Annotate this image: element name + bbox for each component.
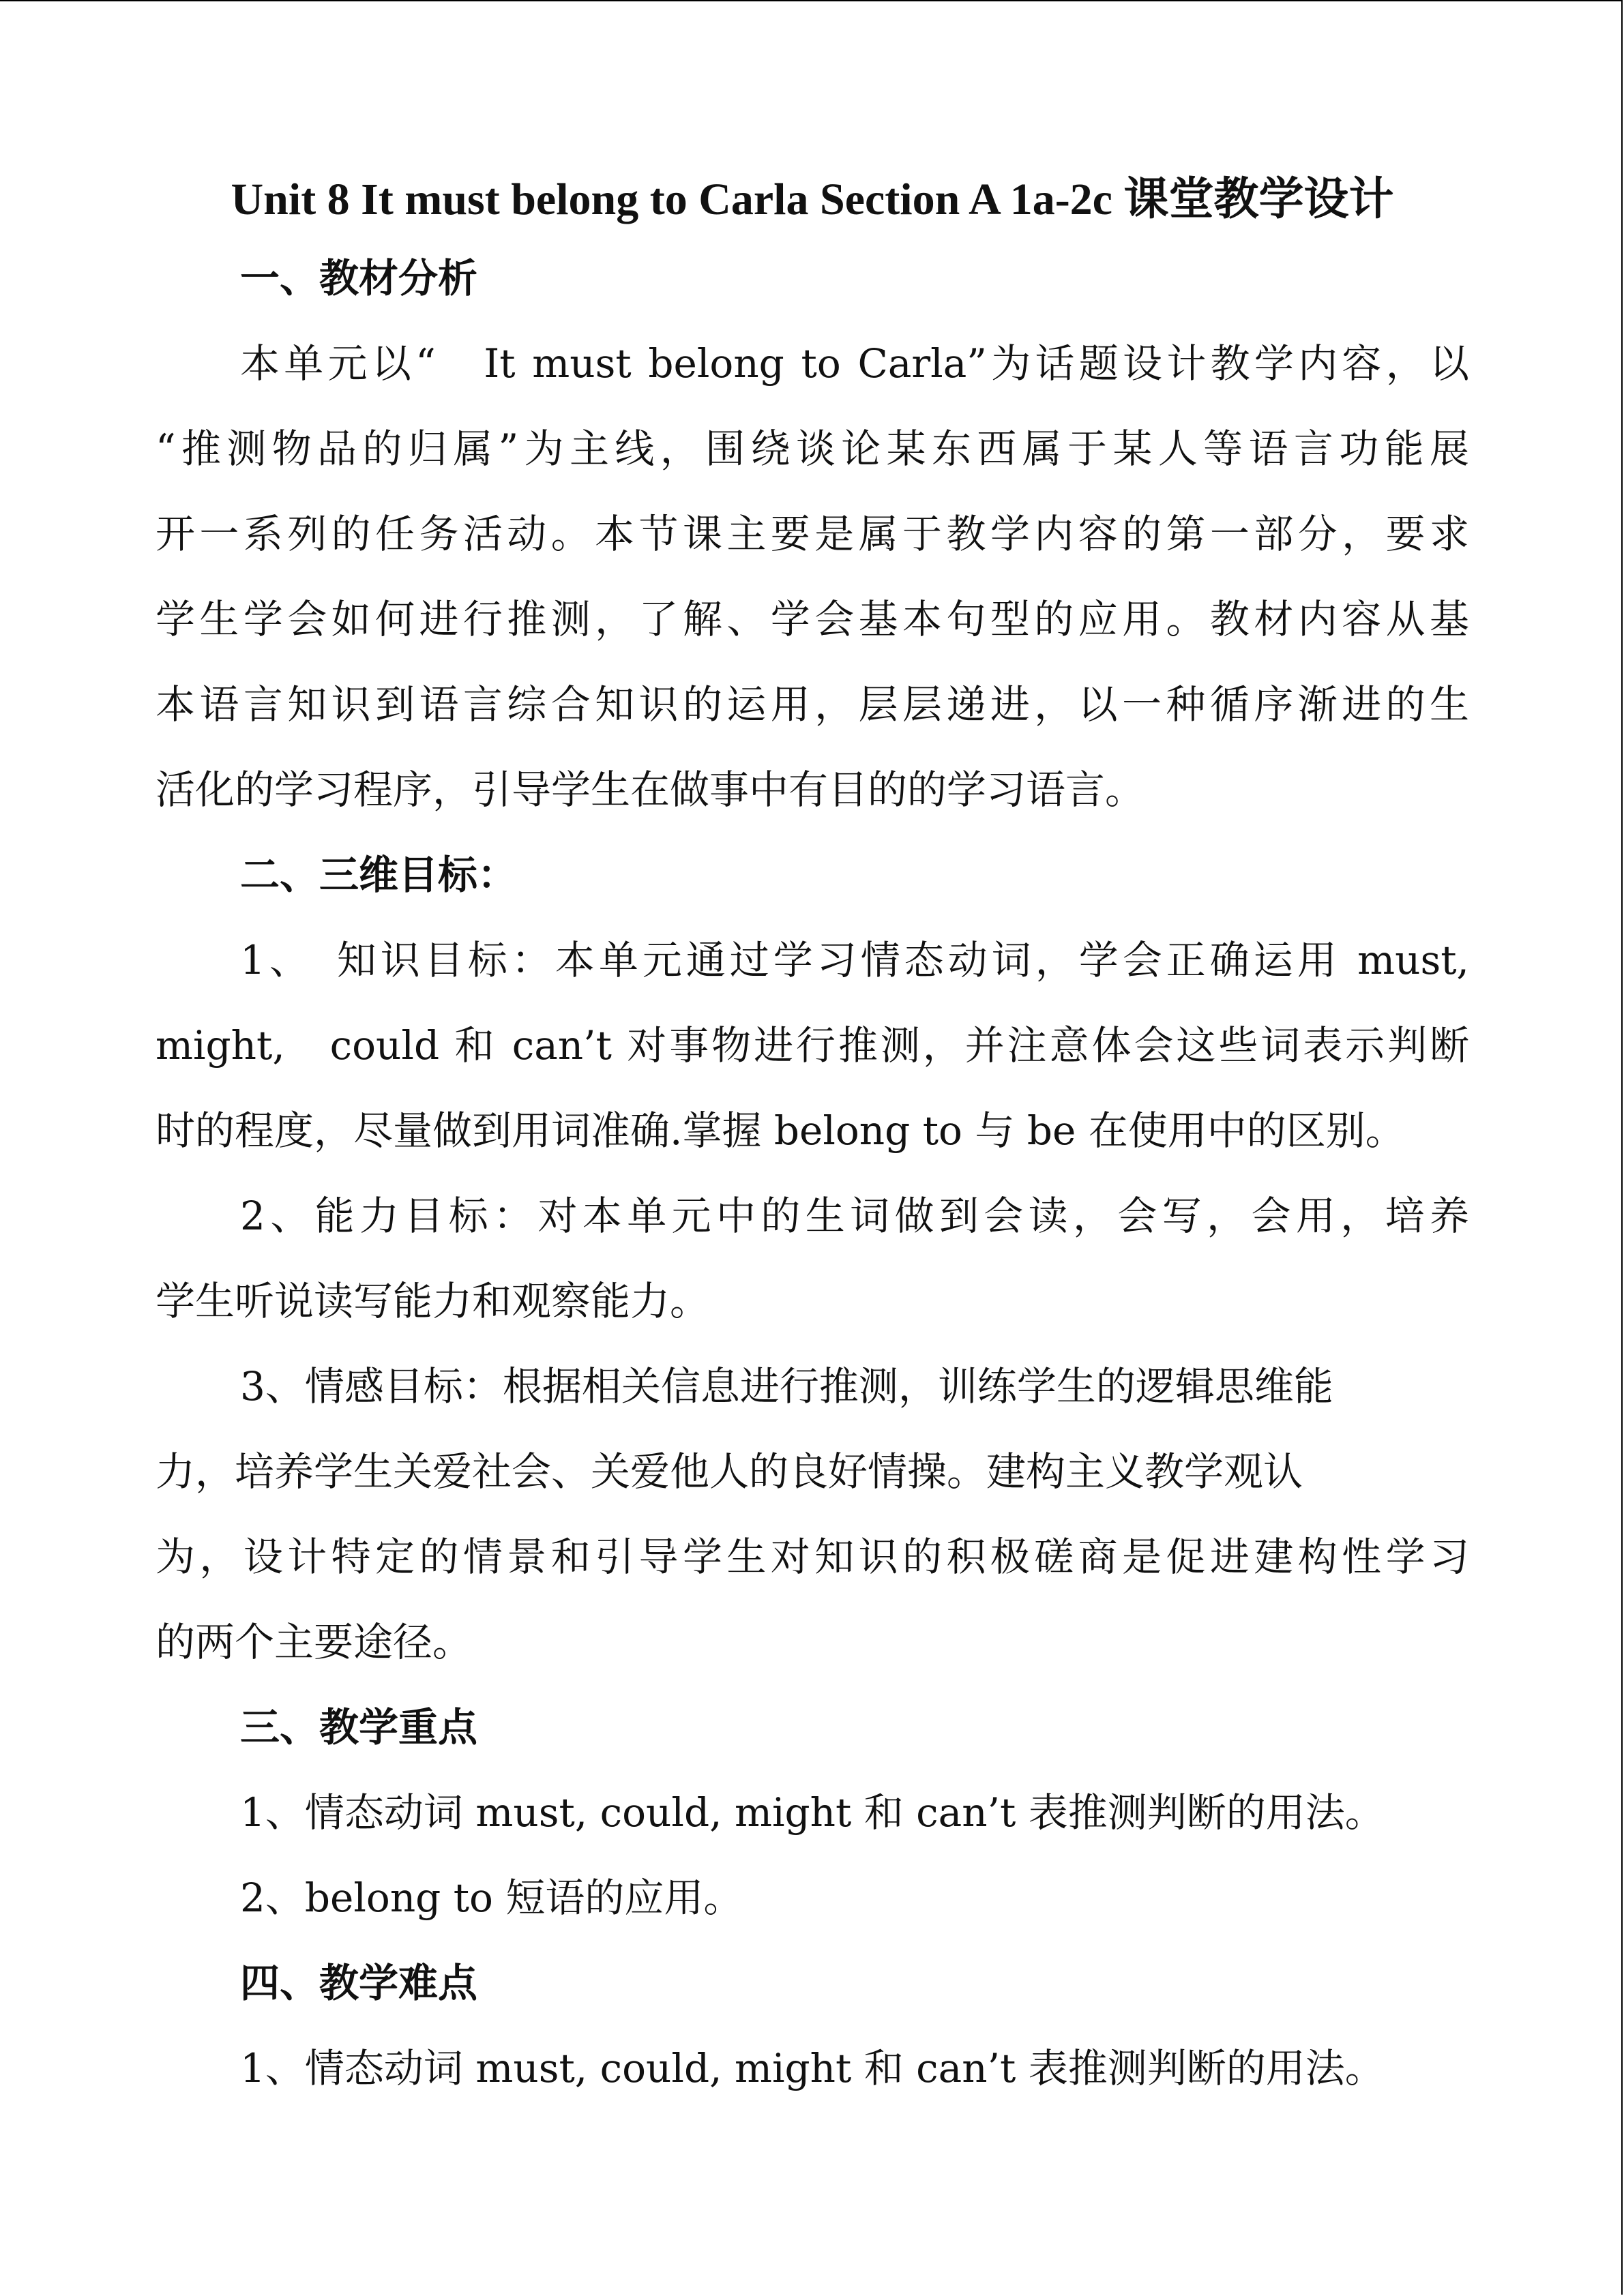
paragraph-line: 3、情感目标：根据相关信息进行推测，训练学生的逻辑思维能 <box>240 1363 1333 1410</box>
paragraph-line: 开一系列的任务活动。本节课主要是属于教学内容的第一部分，要求 <box>156 511 1469 557</box>
paragraph-line: 时的程度，尽量做到用词准确.掌握 belong to 与 be 在使用中的区别。 <box>156 1107 1405 1154</box>
paragraph-line: “推测物品的归属”为主线，围绕谈论某东西属于某人等语言功能展 <box>156 426 1469 472</box>
paragraph-line: 1、情态动词 must, could, might 和 can’t 表推测判断的用法。 <box>240 1789 1385 1836</box>
paragraph-line: 1、 知识目标：本单元通过学习情态动词，学会正确运用 must, <box>240 937 1469 983</box>
section-heading: 一、教材分析 <box>240 255 478 301</box>
paragraph-line: 本语言知识到语言综合知识的运用，层层递进，以一种循序渐进的生 <box>156 681 1469 728</box>
paragraph-line: might, could 和 can’t 对事物进行推测，并注意体会这些词表示判断 <box>156 1022 1469 1069</box>
paragraph-line: 的两个主要途径。 <box>156 1619 473 1665</box>
paragraph-line: 活化的学习程序，引导学生在做事中有目的的学习语言。 <box>156 766 1145 813</box>
paragraph-line: 为，设计特定的情景和引导学生对知识的积极磋商是促进建构性学习 <box>156 1534 1469 1580</box>
document-title: Unit 8 It must belong to Carla Section A 1a-2c 课堂教学设计 <box>231 175 1394 224</box>
section-heading: 四、教学难点 <box>240 1960 478 2006</box>
paragraph-line: 力，培养学生关爱社会、关爱他人的良好情操。建构主义教学观认 <box>156 1448 1303 1495</box>
paragraph-line: 2、能力目标：对本单元中的生词做到会读，会写，会用，培养 <box>240 1193 1469 1239</box>
paragraph-line: 本单元以“ It must belong to Carla”为话题设计教学内容，以 <box>240 340 1469 387</box>
document-body <box>156 164 1469 2111</box>
section-heading: 二、三维目标： <box>240 852 518 898</box>
paragraph-line: 2、belong to 短语的应用。 <box>240 1875 743 1921</box>
paragraph-line: 学生听说读写能力和观察能力。 <box>156 1278 710 1324</box>
section-heading: 三、教学重点 <box>240 1704 478 1750</box>
paragraph-line: 1、情态动词 must, could, might 和 can’t 表推测判断的用法。 <box>240 2045 1385 2091</box>
paragraph-line: 学生学会如何进行推测，了解、学会基本句型的应用。教材内容从基 <box>156 596 1469 642</box>
